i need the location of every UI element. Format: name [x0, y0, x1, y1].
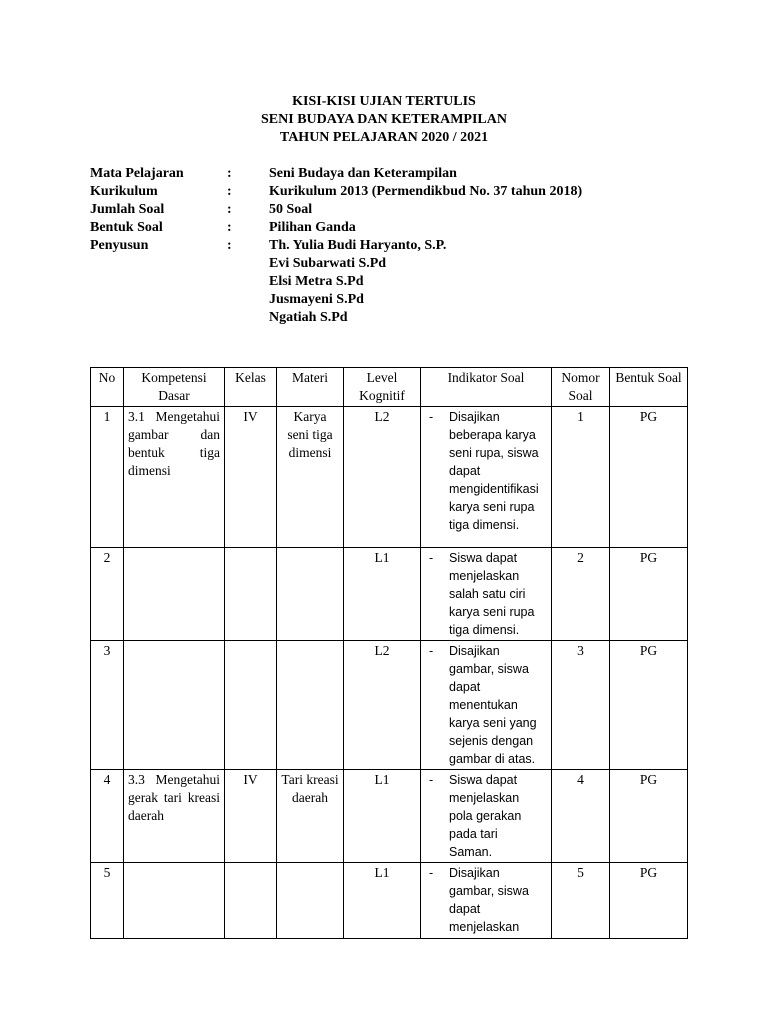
cell-indikator: [421, 548, 552, 641]
cell-no: 1: [91, 407, 124, 548]
cell-kompetensi-dasar: [124, 863, 225, 939]
bullet-dash: -: [429, 644, 434, 658]
indikator-text: Disajikan gambar, siswa dapat menjelaskan: [449, 866, 529, 934]
header-level-kognitif: Level Kognitif: [344, 368, 421, 407]
title-line-3: TAHUN PELAJARAN 2020 / 2021: [279, 130, 489, 145]
info-colon: :: [227, 220, 232, 235]
info-label: Jumlah Soal: [90, 202, 165, 217]
cell-nomor-soal: 1: [552, 407, 610, 548]
title-line-1: KISI-KISI UJIAN TERTULIS: [292, 94, 476, 109]
info-row-penyusun: [90, 237, 582, 327]
table-header-row: [91, 368, 688, 407]
table-row: [91, 407, 688, 548]
info-colon: :: [227, 166, 232, 181]
cell-indikator: [421, 407, 552, 548]
cell-no: 4: [91, 770, 124, 863]
cell-bentuk-soal: PG: [610, 770, 688, 863]
cell-materi: [277, 548, 344, 641]
cell-kelas: [225, 548, 277, 641]
document-title: [0, 93, 768, 147]
info-colon: :: [227, 238, 232, 253]
cell-bentuk-soal: PG: [610, 641, 688, 770]
cell-level: L1: [344, 863, 421, 939]
cell-kelas: [225, 863, 277, 939]
cell-nomor-soal: 4: [552, 770, 610, 863]
indikator-text: Disajikan beberapa karya seni rupa, siswa dapat mengidentifikasi karya seni rupa tiga dimensi.: [449, 410, 539, 532]
cell-nomor-soal: 5: [552, 863, 610, 939]
cell-bentuk-soal: PG: [610, 863, 688, 939]
table-row: [91, 863, 688, 939]
info-label: Bentuk Soal: [90, 220, 163, 235]
cell-materi: [277, 863, 344, 939]
bullet-dash: -: [429, 773, 434, 787]
kisi-kisi-table: [90, 367, 688, 939]
header-kelas: Kelas: [225, 368, 277, 407]
penyusun-name: Jusmayeni S.Pd: [269, 292, 364, 307]
cell-level: L2: [344, 407, 421, 548]
cell-level: L2: [344, 641, 421, 770]
penyusun-name: Elsi Metra S.Pd: [269, 274, 364, 289]
bullet-dash: -: [429, 551, 434, 565]
cell-kompetensi-dasar: 3.3 Mengetahui gerak tari kreasi daerah: [124, 770, 225, 863]
indikator-text: Siswa dapat menjelaskan pola gerakan pada tari Saman.: [449, 773, 522, 859]
cell-indikator: [421, 770, 552, 863]
header-no: No: [91, 368, 124, 407]
cell-materi: Karya seni tiga dimensi: [277, 407, 344, 548]
penyusun-name: Th. Yulia Budi Haryanto, S.P.: [269, 238, 447, 253]
cell-no: 5: [91, 863, 124, 939]
cell-level: L1: [344, 548, 421, 641]
info-label: Penyusun: [90, 238, 149, 253]
info-value: Kurikulum 2013 (Permendikbud No. 37 tahun 2018): [269, 184, 583, 199]
cell-nomor-soal: 2: [552, 548, 610, 641]
header-nomor-soal: Nomor Soal: [552, 368, 610, 407]
bullet-dash: -: [429, 866, 434, 880]
header-indikator-soal: Indikator Soal: [421, 368, 552, 407]
cell-materi: Tari kreasi daerah: [277, 770, 344, 863]
indikator-text: Disajikan gambar, siswa dapat menentukan karya seni yang sejenis dengan gambar di atas.: [449, 644, 537, 766]
indikator-text: Siswa dapat menjelaskan salah satu ciri karya seni rupa tiga dimensi.: [449, 551, 535, 637]
cell-nomor-soal: 3: [552, 641, 610, 770]
info-value: 50 Soal: [269, 202, 313, 217]
cell-no: 3: [91, 641, 124, 770]
cell-kelas: IV: [225, 407, 277, 548]
cell-bentuk-soal: PG: [610, 548, 688, 641]
cell-kompetensi-dasar: [124, 548, 225, 641]
cell-indikator: [421, 641, 552, 770]
cell-kelas: [225, 641, 277, 770]
header-materi: Materi: [277, 368, 344, 407]
info-row-mata-pelajaran: [90, 165, 582, 183]
bullet-dash: -: [429, 410, 434, 424]
title-line-2: SENI BUDAYA DAN KETERAMPILAN: [261, 112, 507, 127]
info-label: Kurikulum: [90, 184, 158, 199]
info-row-jumlah-soal: [90, 201, 582, 219]
cell-level: L1: [344, 770, 421, 863]
exam-info: [90, 165, 582, 327]
info-label: Mata Pelajaran: [90, 166, 184, 181]
cell-kompetensi-dasar: [124, 641, 225, 770]
table-row: [91, 548, 688, 641]
info-value: Seni Budaya dan Keterampilan: [269, 166, 457, 181]
info-value-list: [269, 237, 446, 327]
table-row: [91, 770, 688, 863]
info-colon: :: [227, 202, 232, 217]
info-value: Pilihan Ganda: [269, 220, 356, 235]
penyusun-name: Evi Subarwati S.Pd: [269, 256, 387, 271]
cell-kelas: IV: [225, 770, 277, 863]
cell-kompetensi-dasar: 3.1 Mengetahui gambar dan bentuk tiga dimensi: [124, 407, 225, 548]
info-colon: :: [227, 184, 232, 199]
table-row: [91, 641, 688, 770]
penyusun-name: Ngatiah S.Pd: [269, 310, 348, 325]
header-bentuk-soal: Bentuk Soal: [610, 368, 688, 407]
header-kompetensi-dasar: Kompetensi Dasar: [124, 368, 225, 407]
info-row-kurikulum: [90, 183, 582, 201]
cell-materi: [277, 641, 344, 770]
cell-indikator: [421, 863, 552, 939]
cell-no: 2: [91, 548, 124, 641]
info-row-bentuk-soal: [90, 219, 582, 237]
cell-bentuk-soal: PG: [610, 407, 688, 548]
